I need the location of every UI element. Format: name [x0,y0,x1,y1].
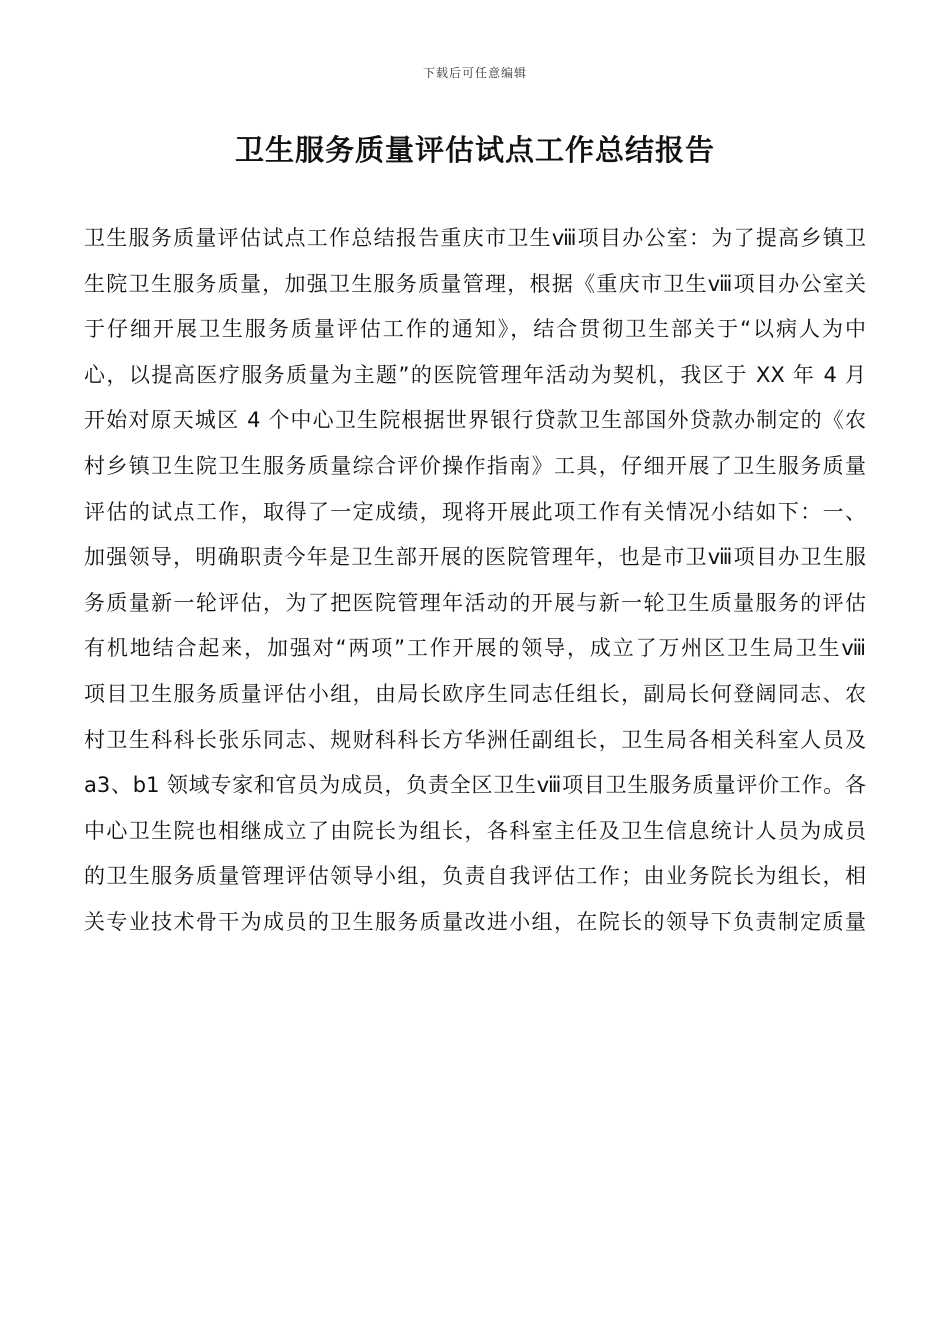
text-line: 村乡镇卫生院卫生服务质量综合评价操作指南》工具，仔细开展了卫生服务质量 [84,453,866,478]
body-paragraph [84,216,866,946]
text-line: 务质量新一轮评估，为了把医院管理年活动的开展与新一轮卫生质量服务的评估 [84,590,866,615]
text-line: 卫生服务质量评估试点工作总结报告重庆市卫生ⅷ项目办公室：为了提高乡镇卫 [84,226,866,250]
text-line: 加强领导，明确职责今年是卫生部开展的医院管理年，也是市卫ⅷ项目办卫生服 [84,545,866,570]
text-line: 心，以提高医疗服务质量为主题”的医院管理年活动为契机，我区于 XX 年 4 月 [84,362,866,387]
text-line: 中心卫生院也相继成立了由院长为组长，各科室主任及卫生信息统计人员为成员 [84,818,866,843]
text-line: 有机地结合起来，加强对“两项”工作开展的领导，成立了万州区卫生局卫生ⅷ [84,636,866,661]
text-line: 村卫生科科长张乐同志、规财科科长方华洲任副组长，卫生局各相关科室人员及 [84,727,866,752]
text-line: 评估的试点工作，取得了一定成绩，现将开展此项工作有关情况小结如下：一、 [84,499,866,524]
text-line: 的卫生服务质量管理评估领导小组，负责自我评估工作；由业务院长为组长，相 [84,864,866,889]
text-line: 生院卫生服务质量，加强卫生服务质量管理，根据《重庆市卫生ⅷ项目办公室关 [84,271,866,296]
document-title: 卫生服务质量评估试点工作总结报告 [234,133,715,167]
text-line: a3、b1 领域专家和官员为成员，负责全区卫生ⅷ项目卫生服务质量评价工作。各 [84,773,866,798]
text-line: 于仔细开展卫生服务质量评估工作的通知》，结合贯彻卫生部关于“以病人为中 [84,317,866,342]
text-line: 关专业技术骨干为成员的卫生服务质量改进小组，在院长的领导下负责制定质量 [84,909,866,934]
text-line: 项目卫生服务质量评估小组，由局长欧序生同志任组长，副局长何登阔同志、农 [84,681,866,706]
header-note: 下载后可任意编辑 [422,66,527,80]
text-line: 开始对原天城区 4 个中心卫生院根据世界银行贷款卫生部国外贷款办制定的《农 [84,408,866,433]
